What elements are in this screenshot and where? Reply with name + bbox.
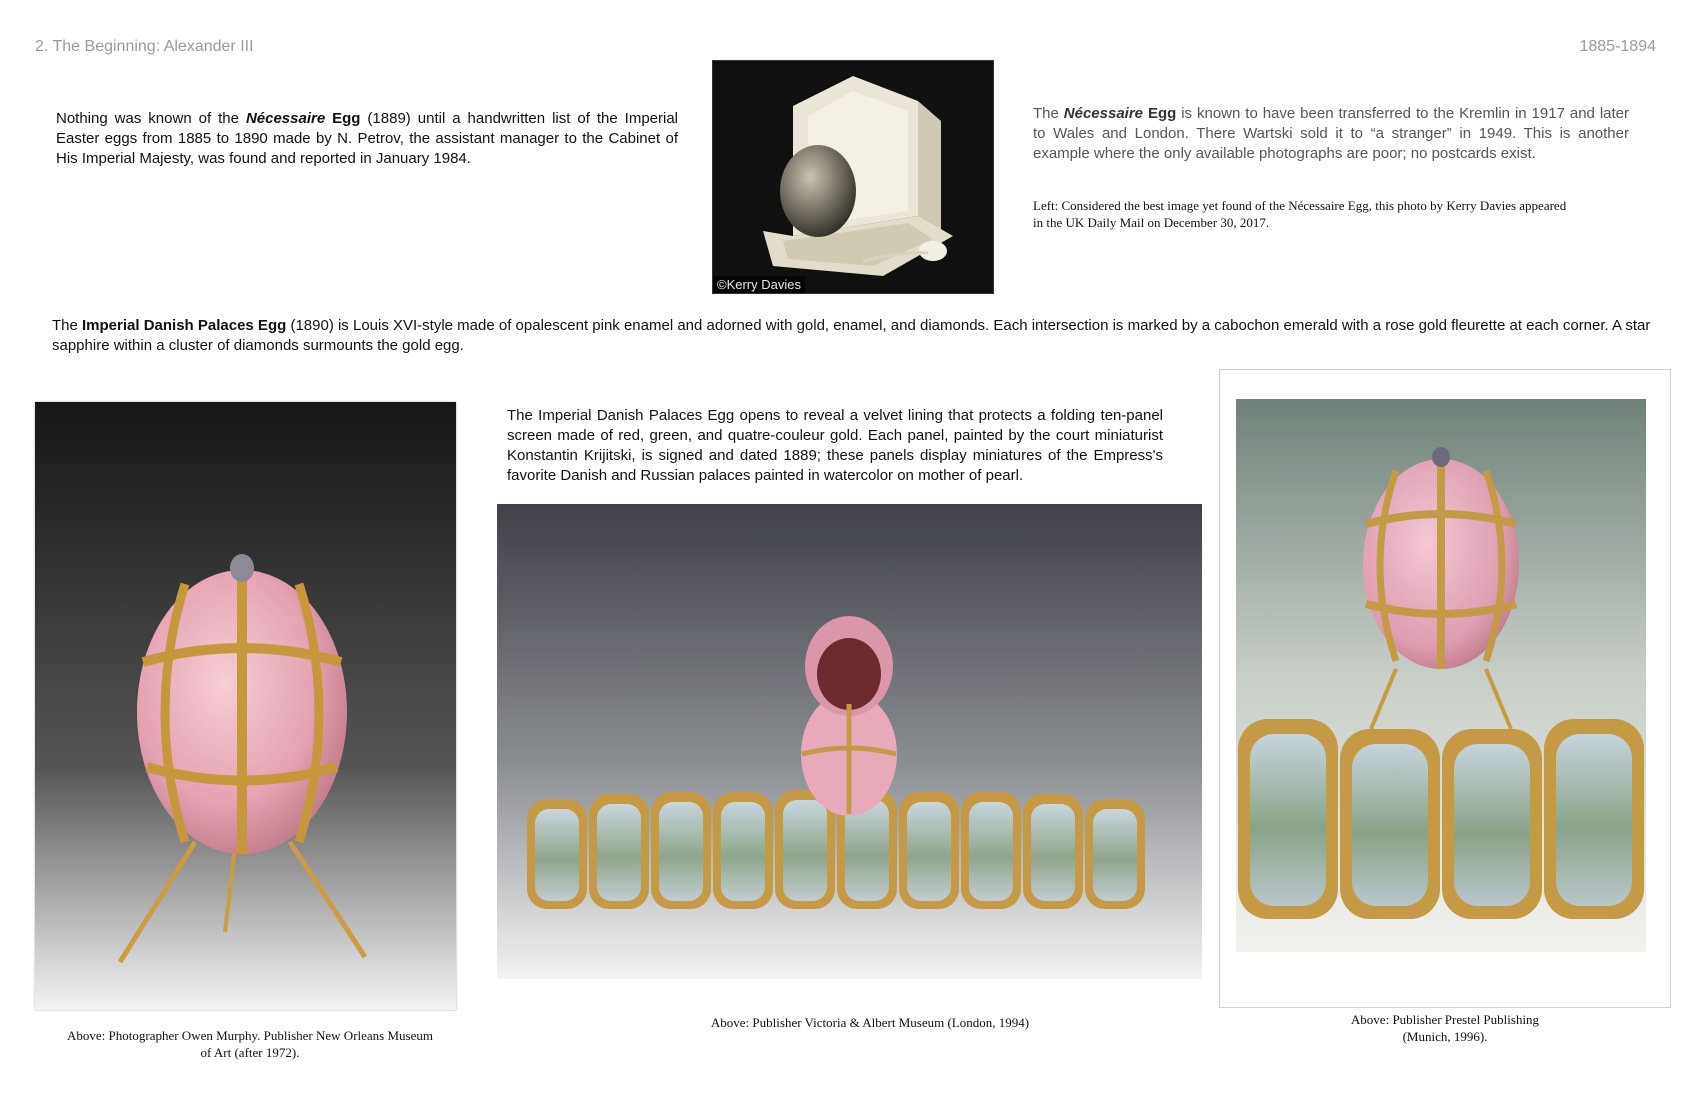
danish-egg-intro-paragraph: The Imperial Danish Palaces Egg (1890) is Louis XVI-style made of opalescent pink enamel and adorned with gold, enamel, and diamonds. Each intersection is marked by a cabochon emerald with a rose gold fleurette at each corner. A star sapphire within a cluster of diamonds surmounts the gold egg. — [52, 317, 1651, 354]
caption-left: Above: Photographer Owen Murphy. Publisher New Orleans Museum of Art (after 1972). — [67, 1028, 433, 1060]
danish-screen-paragraph: The Imperial Danish Palaces Egg opens to reveal a velvet lining that protects a folding ten-panel screen made of red, green, and quatre-couleur gold. Each panel, painted by the court miniaturist Konstantin Krijitski, is signed and dated 1889; these panels display miniatures of the Empress's favorite Danish and Russian palaces painted in watercolor on mother of pearl. — [507, 407, 1163, 484]
section-title: 2. The Beginning: Alexander III — [35, 38, 254, 55]
necessaire-intro-paragraph: Nothing was known of the Nécessaire Egg (1889) until a handwritten list of the Imperial Easter eggs from 1885 to 1890 made by N. Petrov, the assistant manager to the Cabinet of His Imperial Majesty, was found and reported in January 1984. — [56, 110, 679, 167]
photo-credit: ©Kerry Davies — [713, 276, 805, 293]
date-range: 1885-1894 — [1579, 38, 1656, 55]
necessaire-photo-caption: Left: Considered the best image yet found of the Nécessaire Egg, this photo by Kerry Davies appeared in the UK Daily Mail on December 30, 2017. — [1033, 198, 1567, 230]
danish-egg-photo-right — [1236, 399, 1646, 952]
danish-egg-screen-photo — [497, 504, 1202, 979]
necessaire-transfer-paragraph: The Nécessaire Egg is known to have been transferred to the Kremlin in 1917 and later to Wales and London. There Wartski sold it to “a stranger” in 1949. This is another example where the only available photographs are poor; no postcards exist. — [1033, 105, 1629, 162]
caption-right: Above: Publisher Prestel Publishing (Munich, 1996). — [1350, 1012, 1540, 1044]
danish-egg-photo-left — [35, 402, 456, 1010]
caption-center: Above: Publisher Victoria & Albert Museum (London, 1994) — [710, 1015, 1030, 1030]
necessaire-egg-photo — [712, 60, 994, 294]
